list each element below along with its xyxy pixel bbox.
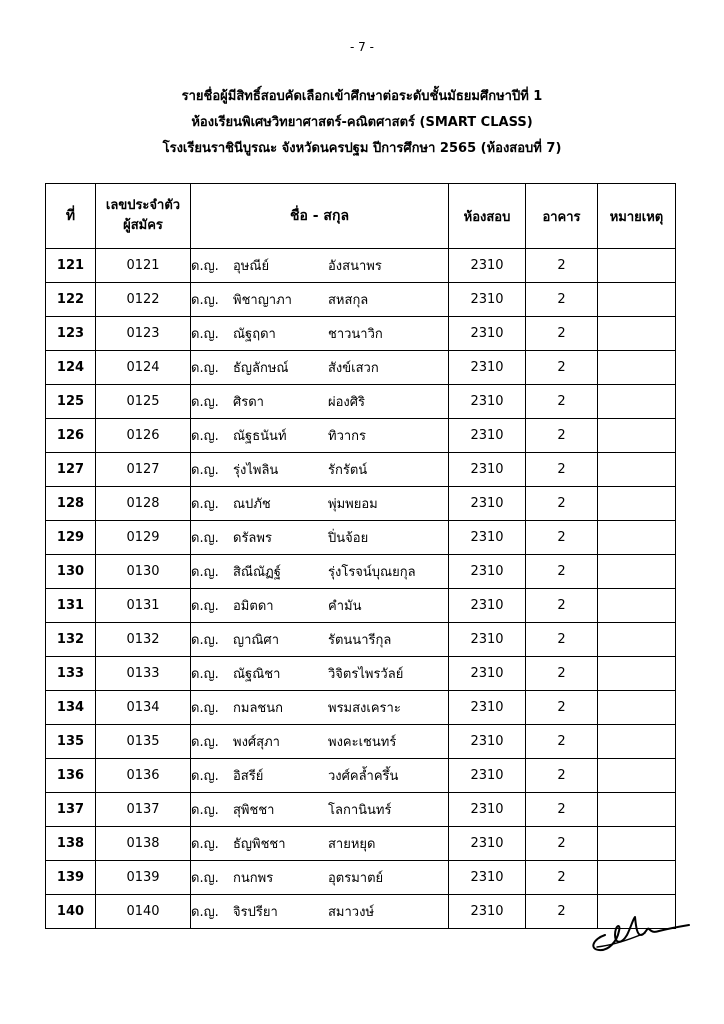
applicant-id: 0127 bbox=[96, 453, 191, 487]
table-row bbox=[46, 487, 676, 521]
row-number: 125 bbox=[46, 385, 96, 419]
first-name: จิรปรียา bbox=[233, 905, 278, 920]
table-row bbox=[46, 249, 676, 283]
remark bbox=[598, 589, 676, 623]
row-number: 129 bbox=[46, 521, 96, 555]
applicant-id: 0132 bbox=[96, 623, 191, 657]
remark bbox=[598, 623, 676, 657]
table-row bbox=[46, 283, 676, 317]
building: 2 bbox=[526, 521, 598, 555]
table-row bbox=[46, 589, 676, 623]
last-name: รัตนนารีกุล bbox=[328, 633, 392, 648]
header-room: ห้องสอบ bbox=[449, 184, 526, 249]
table-row bbox=[46, 351, 676, 385]
building: 2 bbox=[526, 487, 598, 521]
first-name: ณัฐธนันท์ bbox=[233, 429, 287, 444]
applicant-name bbox=[191, 759, 449, 793]
name-prefix: ด.ญ. bbox=[191, 429, 219, 444]
table-row bbox=[46, 657, 676, 691]
exam-room: 2310 bbox=[449, 555, 526, 589]
applicant-name bbox=[191, 827, 449, 861]
table-row bbox=[46, 555, 676, 589]
header-building: อาคาร bbox=[526, 184, 598, 249]
building: 2 bbox=[526, 623, 598, 657]
applicant-id: 0130 bbox=[96, 555, 191, 589]
name-prefix: ด.ญ. bbox=[191, 599, 219, 614]
table-body bbox=[46, 249, 676, 929]
applicant-id: 0126 bbox=[96, 419, 191, 453]
first-name: อมิตดา bbox=[233, 599, 274, 614]
applicant-name bbox=[191, 691, 449, 725]
table-row bbox=[46, 453, 676, 487]
building: 2 bbox=[526, 249, 598, 283]
row-number: 127 bbox=[46, 453, 96, 487]
first-name: ศิรดา bbox=[233, 395, 264, 410]
row-number: 124 bbox=[46, 351, 96, 385]
remark bbox=[598, 725, 676, 759]
exam-room: 2310 bbox=[449, 589, 526, 623]
row-number: 137 bbox=[46, 793, 96, 827]
building: 2 bbox=[526, 385, 598, 419]
name-prefix: ด.ญ. bbox=[191, 327, 219, 342]
last-name: คำมัน bbox=[328, 599, 362, 614]
first-name: ณัฐณิชา bbox=[233, 667, 281, 682]
exam-room: 2310 bbox=[449, 895, 526, 929]
header-applicant-id-line-2: ผู้สมัคร bbox=[123, 218, 163, 233]
signature bbox=[585, 905, 695, 955]
applicant-name bbox=[191, 317, 449, 351]
applicant-id: 0134 bbox=[96, 691, 191, 725]
exam-room: 2310 bbox=[449, 283, 526, 317]
first-name: อุษณีย์ bbox=[233, 259, 270, 274]
first-name: อิสรีย์ bbox=[233, 769, 264, 784]
building: 2 bbox=[526, 691, 598, 725]
table-row bbox=[46, 861, 676, 895]
row-number: 139 bbox=[46, 861, 96, 895]
building: 2 bbox=[526, 895, 598, 929]
last-name: ผ่องศิริ bbox=[328, 395, 366, 410]
building: 2 bbox=[526, 759, 598, 793]
first-name: ณปภัช bbox=[233, 497, 271, 512]
applicant-table bbox=[45, 183, 676, 929]
building: 2 bbox=[526, 453, 598, 487]
exam-room: 2310 bbox=[449, 691, 526, 725]
heading-line-3: โรงเรียนราชินีบูรณะ จังหวัดนครปฐม ปีการศึกษา 2565 (ห้องสอบที่ 7) bbox=[162, 141, 562, 156]
row-number: 128 bbox=[46, 487, 96, 521]
remark bbox=[598, 283, 676, 317]
building: 2 bbox=[526, 317, 598, 351]
exam-room: 2310 bbox=[449, 487, 526, 521]
exam-room: 2310 bbox=[449, 419, 526, 453]
applicant-name bbox=[191, 385, 449, 419]
last-name: พรมสงเคราะ bbox=[328, 701, 401, 716]
last-name: วิจิตรไพรวัลย์ bbox=[328, 667, 404, 682]
applicant-name bbox=[191, 657, 449, 691]
first-name: ญาณิศา bbox=[233, 633, 279, 648]
row-number: 130 bbox=[46, 555, 96, 589]
remark bbox=[598, 487, 676, 521]
remark bbox=[598, 419, 676, 453]
applicant-name bbox=[191, 861, 449, 895]
applicant-name bbox=[191, 725, 449, 759]
name-prefix: ด.ญ. bbox=[191, 837, 219, 852]
last-name: โลกานินทร์ bbox=[328, 803, 392, 818]
building: 2 bbox=[526, 283, 598, 317]
table-row bbox=[46, 759, 676, 793]
applicant-name bbox=[191, 351, 449, 385]
remark bbox=[598, 827, 676, 861]
row-number: 140 bbox=[46, 895, 96, 929]
exam-room: 2310 bbox=[449, 793, 526, 827]
applicant-id: 0136 bbox=[96, 759, 191, 793]
building: 2 bbox=[526, 351, 598, 385]
exam-room: 2310 bbox=[449, 385, 526, 419]
name-prefix: ด.ญ. bbox=[191, 769, 219, 784]
row-number: 134 bbox=[46, 691, 96, 725]
last-name: พงคะเชนทร์ bbox=[328, 735, 397, 750]
table-row bbox=[46, 793, 676, 827]
applicant-id: 0124 bbox=[96, 351, 191, 385]
table-row bbox=[46, 385, 676, 419]
applicant-id: 0122 bbox=[96, 283, 191, 317]
applicant-id: 0133 bbox=[96, 657, 191, 691]
remark bbox=[598, 555, 676, 589]
building: 2 bbox=[526, 589, 598, 623]
last-name: รุ่งโรจน์บุณยกุล bbox=[328, 565, 416, 580]
name-prefix: ด.ญ. bbox=[191, 667, 219, 682]
first-name: สิณีณัฏฐ์ bbox=[233, 565, 281, 580]
heading-line-1: รายชื่อผู้มีสิทธิ์สอบคัดเลือกเข้าศึกษาต่อระดับชั้นมัธยมศึกษาปีที่ 1 bbox=[181, 89, 543, 104]
first-name: กมลชนก bbox=[233, 701, 283, 716]
last-name: พุ่มพยอม bbox=[328, 497, 378, 512]
applicant-name bbox=[191, 419, 449, 453]
first-name: ดรัลพร bbox=[233, 531, 272, 546]
name-prefix: ด.ญ. bbox=[191, 259, 219, 274]
name-prefix: ด.ญ. bbox=[191, 565, 219, 580]
heading-line-2: ห้องเรียนพิเศษวิทยาศาสตร์-คณิตศาสตร์ (SMART CLASS) bbox=[191, 115, 533, 130]
applicant-name bbox=[191, 555, 449, 589]
first-name: กนกพร bbox=[233, 871, 274, 886]
remark bbox=[598, 385, 676, 419]
applicant-id: 0140 bbox=[96, 895, 191, 929]
building: 2 bbox=[526, 827, 598, 861]
first-name: ธัญลักษณ์ bbox=[233, 361, 289, 376]
table-row bbox=[46, 691, 676, 725]
remark bbox=[598, 657, 676, 691]
building: 2 bbox=[526, 793, 598, 827]
applicant-name bbox=[191, 895, 449, 929]
name-prefix: ด.ญ. bbox=[191, 497, 219, 512]
last-name: ชาวนาวิก bbox=[328, 327, 383, 342]
table-row bbox=[46, 895, 676, 929]
applicant-name bbox=[191, 521, 449, 555]
applicant-id: 0128 bbox=[96, 487, 191, 521]
applicant-id: 0139 bbox=[96, 861, 191, 895]
table-row bbox=[46, 521, 676, 555]
row-number: 135 bbox=[46, 725, 96, 759]
row-number: 136 bbox=[46, 759, 96, 793]
applicant-id: 0129 bbox=[96, 521, 191, 555]
table-header-row bbox=[46, 184, 676, 249]
exam-room: 2310 bbox=[449, 623, 526, 657]
last-name: ปิ่นจ้อย bbox=[328, 531, 369, 546]
last-name: อังสนาพร bbox=[328, 259, 382, 274]
remark bbox=[598, 351, 676, 385]
table-row bbox=[46, 623, 676, 657]
first-name: รุ่งไพลิน bbox=[233, 463, 279, 478]
remark bbox=[598, 249, 676, 283]
row-number: 132 bbox=[46, 623, 96, 657]
last-name: สหสกุล bbox=[328, 293, 369, 308]
remark bbox=[598, 793, 676, 827]
first-name: สุพิชชา bbox=[233, 803, 275, 818]
last-name: สังข์เสวก bbox=[328, 361, 379, 376]
header-applicant-id bbox=[96, 184, 191, 249]
header-applicant-id-line-1: เลขประจำตัว bbox=[105, 198, 181, 213]
row-number: 133 bbox=[46, 657, 96, 691]
applicant-name bbox=[191, 793, 449, 827]
building: 2 bbox=[526, 861, 598, 895]
applicant-id: 0135 bbox=[96, 725, 191, 759]
last-name: รักรัตน์ bbox=[328, 463, 368, 478]
first-name: พงศ์สุภา bbox=[233, 735, 280, 750]
remark bbox=[598, 759, 676, 793]
last-name: สมาวงษ์ bbox=[328, 905, 375, 920]
table-row bbox=[46, 419, 676, 453]
table-row bbox=[46, 827, 676, 861]
name-prefix: ด.ญ. bbox=[191, 395, 219, 410]
row-number: 122 bbox=[46, 283, 96, 317]
applicant-name bbox=[191, 589, 449, 623]
applicant-id: 0125 bbox=[96, 385, 191, 419]
name-prefix: ด.ญ. bbox=[191, 803, 219, 818]
exam-room: 2310 bbox=[449, 827, 526, 861]
applicant-id: 0137 bbox=[96, 793, 191, 827]
name-prefix: ด.ญ. bbox=[191, 531, 219, 546]
exam-room: 2310 bbox=[449, 249, 526, 283]
row-number: 123 bbox=[46, 317, 96, 351]
table-row bbox=[46, 725, 676, 759]
table-row bbox=[46, 317, 676, 351]
first-name: ณัฐฤดา bbox=[233, 327, 276, 342]
last-name: สายหยุด bbox=[328, 837, 376, 852]
header-no: ที่ bbox=[46, 184, 96, 249]
exam-room: 2310 bbox=[449, 759, 526, 793]
exam-room: 2310 bbox=[449, 351, 526, 385]
applicant-id: 0131 bbox=[96, 589, 191, 623]
applicant-name bbox=[191, 249, 449, 283]
exam-room: 2310 bbox=[449, 657, 526, 691]
exam-room: 2310 bbox=[449, 453, 526, 487]
last-name: อุตรมาตย์ bbox=[328, 871, 384, 886]
header-remark: หมายเหตุ bbox=[598, 184, 676, 249]
row-number: 138 bbox=[46, 827, 96, 861]
first-name: พิชาญาภา bbox=[233, 293, 292, 308]
page-number: - 7 - bbox=[350, 40, 374, 54]
applicant-id: 0123 bbox=[96, 317, 191, 351]
name-prefix: ด.ญ. bbox=[191, 701, 219, 716]
document-heading bbox=[0, 84, 724, 162]
exam-room: 2310 bbox=[449, 861, 526, 895]
applicant-name bbox=[191, 453, 449, 487]
building: 2 bbox=[526, 657, 598, 691]
row-number: 131 bbox=[46, 589, 96, 623]
applicant-name bbox=[191, 283, 449, 317]
remark bbox=[598, 861, 676, 895]
name-prefix: ด.ญ. bbox=[191, 871, 219, 886]
exam-room: 2310 bbox=[449, 725, 526, 759]
building: 2 bbox=[526, 419, 598, 453]
applicant-name bbox=[191, 623, 449, 657]
exam-room: 2310 bbox=[449, 521, 526, 555]
row-number: 121 bbox=[46, 249, 96, 283]
remark bbox=[598, 453, 676, 487]
remark bbox=[598, 317, 676, 351]
remark bbox=[598, 521, 676, 555]
building: 2 bbox=[526, 555, 598, 589]
remark bbox=[598, 691, 676, 725]
name-prefix: ด.ญ. bbox=[191, 633, 219, 648]
building: 2 bbox=[526, 725, 598, 759]
name-prefix: ด.ญ. bbox=[191, 905, 219, 920]
name-prefix: ด.ญ. bbox=[191, 463, 219, 478]
applicant-id: 0121 bbox=[96, 249, 191, 283]
name-prefix: ด.ญ. bbox=[191, 361, 219, 376]
last-name: ทิวากร bbox=[328, 429, 367, 444]
name-prefix: ด.ญ. bbox=[191, 293, 219, 308]
last-name: วงศ์คล้ำครึ้น bbox=[328, 769, 399, 784]
header-name: ชื่อ - สกุล bbox=[191, 184, 449, 249]
exam-room: 2310 bbox=[449, 317, 526, 351]
applicant-name bbox=[191, 487, 449, 521]
first-name: ธัญพิชชา bbox=[233, 837, 286, 852]
applicant-id: 0138 bbox=[96, 827, 191, 861]
row-number: 126 bbox=[46, 419, 96, 453]
name-prefix: ด.ญ. bbox=[191, 735, 219, 750]
